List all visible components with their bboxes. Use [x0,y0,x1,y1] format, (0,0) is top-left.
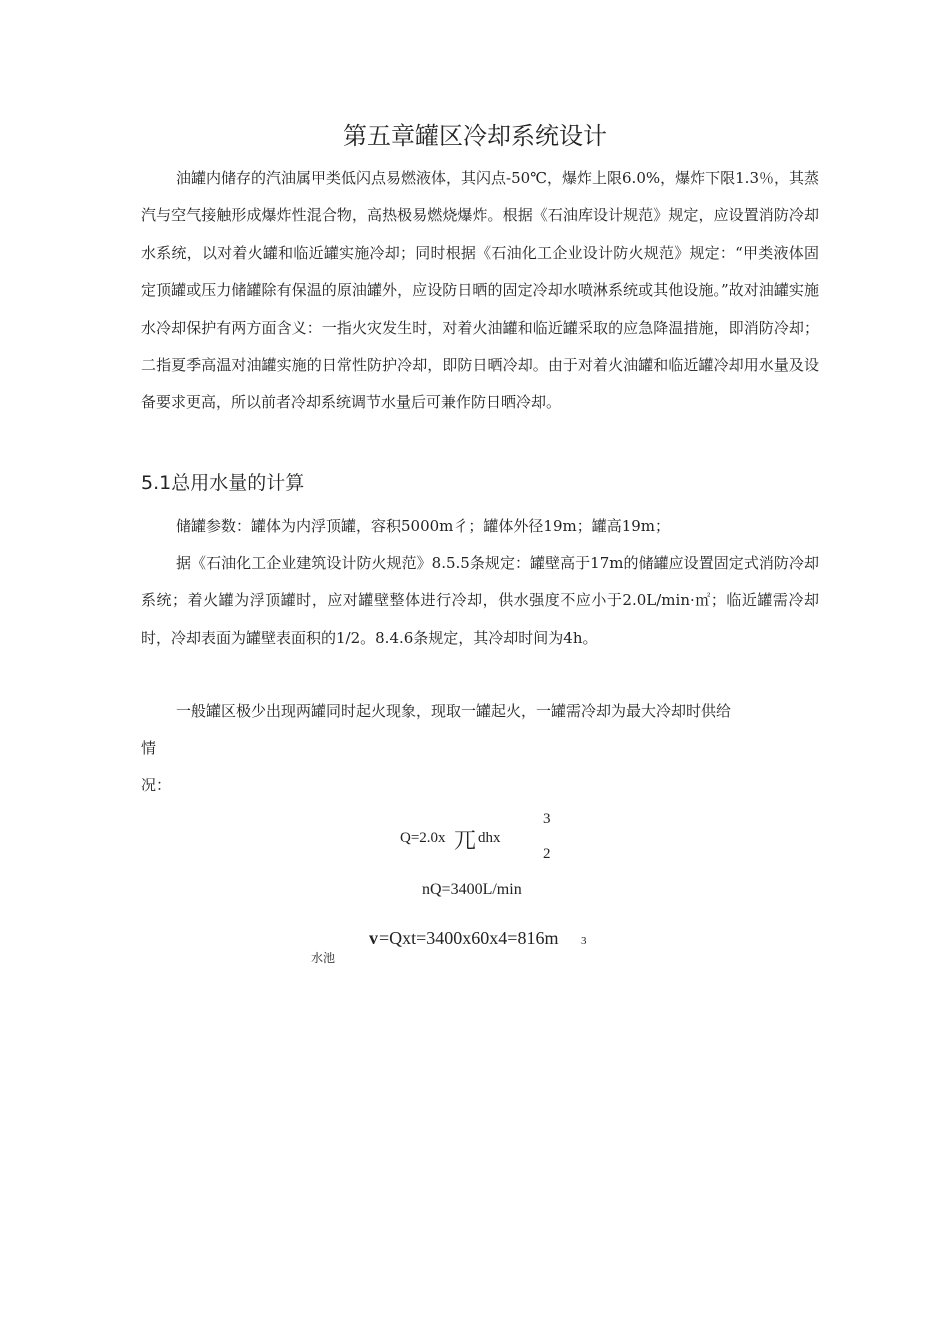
formula-3-v: v [369,928,378,948]
formula-1-denominator: 2 [543,846,551,862]
scenario-line-2: 情 [141,739,157,757]
pi-symbol: 兀 [454,829,477,854]
formula-1-prefix: Q=2.0x [400,830,446,846]
section-heading: 5.1总用水量的计算 [141,472,305,494]
formula-3-subscript-label: 水池 [311,951,336,965]
scenario-line-3: 况： [141,776,172,794]
intro-paragraph: 油罐内储存的汽油属甲类低闪点易燃液体，其闪点-50℃，爆炸上限6.0%，爆炸下限1.3％，其蒸汽与空气接触形成爆炸性混合物，高热极易燃烧爆炸。根据《石油库设计规范》规定，应设置消防冷却水系统，以对着火罐和临近罐实施冷却；同时根据《石油化工企业设计防火规范》规定：“甲类液体固定顶罐或压力储罐除有保温的原油罐外，应设防日晒的固定冷却水喷淋系统或其他设施。”故对油罐实施水冷却保护有两方面含义：一指火灾发生时，对着火油罐和临近罐采取的应急降温措施，即消防冷却；二指夏季高温对油罐实施的日常性防护冷却，即防日晒冷却。由于对着火油罐和临近罐冷却用水量及设备要求更高，所以前者冷却系统调节水量后可兼作防日晒冷却。 [141,169,819,412]
formula-3-superscript: 3 [581,935,587,947]
code-paragraph: 据《石油化工企业建筑设计防火规范》8.5.5条规定：罐壁高于17m的储罐应设置固定式消防冷却系统；着火罐为浮顶罐时，应对罐壁整体进行冷却，供水强度不应小于2.0L/min·㎡；临近罐需冷却时，冷却表面为罐壁表面积的1/2。8.4.6条规定，其冷却时间为4h。 [141,554,819,647]
formula-2: nQ=3400L/min [422,881,522,898]
formula-1-suffix: dhx [478,830,501,846]
chapter-title: 第五章罐区冷却系统设计 [343,122,607,150]
scenario-line-1: 一般罐区极少出现两罐同时起火现象，现取一罐起火，一罐需冷却为最大冷却时供给 [176,702,732,720]
formula-1-numerator: 3 [543,811,551,827]
formula-3-body: =Qxt=3400x60x4=816m [379,928,559,948]
tank-parameters: 储罐参数：罐体为内浮顶罐，容积5000m彳；罐体外径19m；罐高19m； [176,517,671,535]
